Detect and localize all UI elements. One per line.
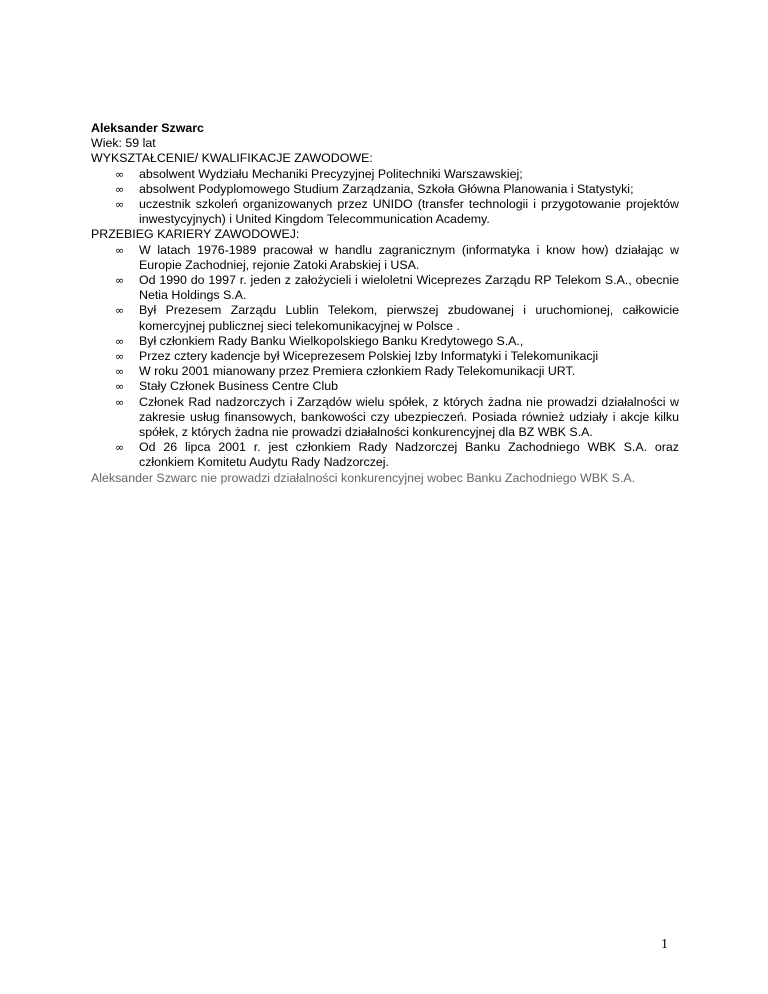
list-item bbox=[91, 379, 679, 394]
list-item-text: absolwent Wydziału Mechaniki Precyzyjnej Politechniki Warszawskiej; bbox=[139, 166, 523, 181]
infinity-bullet-icon: ∞ bbox=[115, 380, 125, 394]
infinity-bullet-icon: ∞ bbox=[115, 334, 125, 348]
list-item-text: Członek Rad nadzorczych i Zarządów wielu spółek, z których żadna nie prowadzi działalności w zakresie usług finansowych, bankowości czy ubezpieczeń. Posiada również udziały i akcje kilku spółek, z których żadna nie prowadzi działalności konkurencyjnej dla BZ WBK S.A. bbox=[139, 394, 679, 440]
infinity-bullet-icon: ∞ bbox=[115, 243, 125, 257]
infinity-bullet-icon: ∞ bbox=[115, 198, 125, 212]
infinity-bullet-icon: ∞ bbox=[115, 441, 125, 455]
career-heading: PRZEBIEG KARIERY ZAWODOWEJ: bbox=[91, 227, 300, 242]
person-name: Aleksander Szwarc bbox=[91, 121, 204, 135]
person-age: Wiek: 59 lat bbox=[91, 136, 156, 151]
list-item bbox=[91, 395, 679, 441]
list-item bbox=[91, 349, 679, 364]
list-item-text: uczestnik szkoleń organizowanych przez UNIDO (transfer technologii i przygotowanie projektów inwestycyjnych) i United Kingdom Telecommunication Academy. bbox=[139, 197, 679, 227]
infinity-bullet-icon: ∞ bbox=[115, 304, 125, 318]
list-item-text: Przez cztery kadencje był Wiceprezesem Polskiej Izby Informatyki i Telekomunikacji bbox=[139, 349, 599, 364]
list-item-text: W roku 2001 mianowany przez Premiera członkiem Rady Telekomunikacji URT. bbox=[139, 364, 576, 379]
list-item bbox=[91, 182, 679, 197]
list-item bbox=[91, 303, 679, 333]
infinity-bullet-icon: ∞ bbox=[115, 350, 125, 364]
infinity-bullet-icon: ∞ bbox=[115, 167, 125, 181]
list-item-text: Od 1990 do 1997 r. jeden z założycieli i wieloletni Wiceprezes Zarządu RP Telekom S.A., obecnie Netia Holdings S.A. bbox=[139, 273, 679, 303]
non-compete-statement: Aleksander Szwarc nie prowadzi działalności konkurencyjnej wobec Banku Zachodniego WBK S.A. bbox=[91, 470, 636, 485]
list-item-text: Od 26 lipca 2001 r. jest członkiem Rady Nadzorczej Banku Zachodniego WBK S.A. oraz członkiem Komitetu Audytu Rady Nadzorczej. bbox=[139, 440, 679, 470]
list-item bbox=[91, 273, 679, 303]
education-list bbox=[91, 167, 679, 228]
infinity-bullet-icon: ∞ bbox=[115, 395, 125, 409]
infinity-bullet-icon: ∞ bbox=[115, 182, 125, 196]
page-number: 1 bbox=[661, 937, 668, 952]
education-heading: WYKSZTAŁCENIE/ KWALIFIKACJE ZAWODOWE: bbox=[91, 151, 373, 166]
infinity-bullet-icon: ∞ bbox=[115, 365, 125, 379]
list-item bbox=[91, 167, 679, 182]
document-body bbox=[91, 121, 679, 486]
list-item-text: Był Prezesem Zarządu Lublin Telekom, pierwszej zbudowanej i uruchomionej, całkowicie komercyjnej publicznej sieci telekomunikacyjnej w Polsce . bbox=[139, 303, 679, 333]
list-item bbox=[91, 243, 679, 273]
list-item bbox=[91, 440, 679, 470]
list-item-text: Był członkiem Rady Banku Wielkopolskiego Banku Kredytowego S.A., bbox=[139, 333, 524, 348]
list-item bbox=[91, 364, 679, 379]
list-item-text: W latach 1976-1989 pracował w handlu zagranicznym (informatyka i know how) działając w Europie Zachodniej, rejonie Zatoki Arabskiej i USA. bbox=[139, 242, 679, 272]
list-item-text: Stały Członek Business Centre Club bbox=[139, 379, 339, 394]
infinity-bullet-icon: ∞ bbox=[115, 274, 125, 288]
list-item-text: absolwent Podyplomowego Studium Zarządzania, Szkoła Główna Planowania i Statystyki; bbox=[139, 181, 634, 196]
list-item bbox=[91, 197, 679, 227]
list-item bbox=[91, 334, 679, 349]
career-list bbox=[91, 243, 679, 471]
